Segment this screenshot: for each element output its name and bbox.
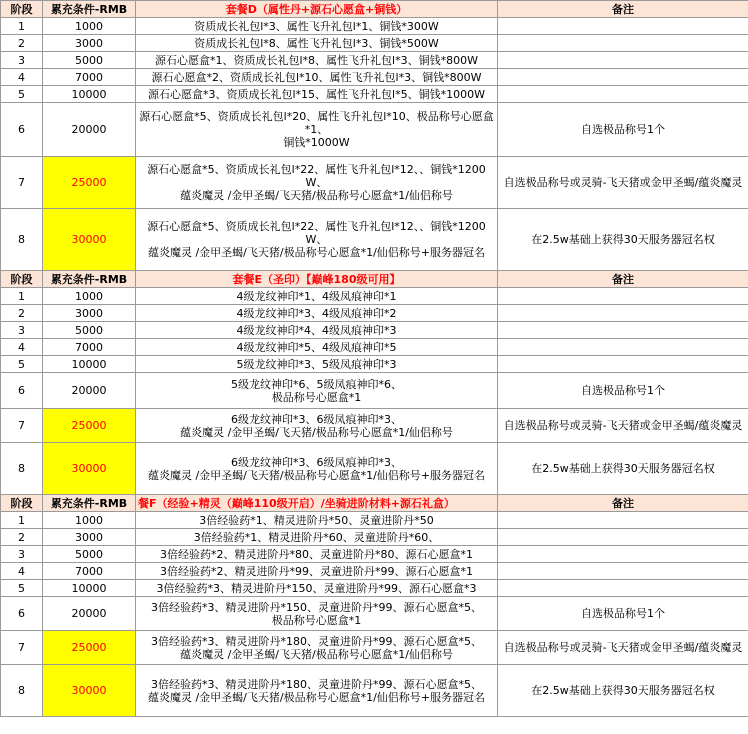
reward-content-cell: 4级龙纹神印*3、4级凤痕神印*2: [136, 305, 498, 322]
note-cell: [498, 305, 748, 322]
amount-cell: 25000: [43, 157, 136, 209]
package-title: 餐F（经验+精灵（巅峰110级开启）/坐骑进阶材料+源石礼盒）: [136, 495, 498, 512]
amount-cell: 30000: [43, 209, 136, 271]
note-cell: [498, 322, 748, 339]
note-cell: 自选极品称号或灵骑-飞天猪或金甲圣蝎/蕴炎魔灵: [498, 157, 748, 209]
reward-content-cell: 6级龙纹神印*3、6级凤痕神印*3、 蕴炎魔灵 /金甲圣蝎/飞天猪/极品称号心愿盒*1/仙侣称号: [136, 409, 498, 443]
reward-content-cell: 4级龙纹神印*1、4级凤痕神印*1: [136, 288, 498, 305]
stage-cell: 4: [1, 563, 43, 580]
package-title: 套餐E（圣印）【巅峰180级可用】: [136, 271, 498, 288]
section-header-row: [1, 1, 748, 18]
stage-cell: 3: [1, 52, 43, 69]
reward-content-cell: 源石心愿盒*5、资质成长礼包l*20、属性飞升礼包l*10、极品称号心愿盒*1、 铜钱*1000W: [136, 103, 498, 157]
stage-header: 阶段: [1, 1, 43, 18]
table-row: [1, 373, 748, 409]
reward-content-cell: 源石心愿盒*5、资质成长礼包l*22、属性飞升礼包l*12、、铜钱*1200W、 蕴炎魔灵 /金甲圣蝎/飞天猪/极品称号心愿盒*1/仙侣称号+服务器冠名: [136, 209, 498, 271]
amount-cell: 1000: [43, 18, 136, 35]
table-row: [1, 356, 748, 373]
reward-content-cell: 4级龙纹神印*5、4级凤痕神印*5: [136, 339, 498, 356]
table-row: [1, 322, 748, 339]
table-row: [1, 52, 748, 69]
note-cell: 自选极品称号或灵骑-飞天猪或金甲圣蝎/蕴炎魔灵: [498, 631, 748, 665]
stage-cell: 4: [1, 69, 43, 86]
amount-cell: 20000: [43, 103, 136, 157]
table-row: [1, 103, 748, 157]
amount-cell: 20000: [43, 373, 136, 409]
note-cell: 自选极品称号1个: [498, 597, 748, 631]
note-cell: [498, 339, 748, 356]
stage-cell: 6: [1, 373, 43, 409]
note-cell: [498, 512, 748, 529]
note-header: 备注: [498, 495, 748, 512]
amount-cell: 5000: [43, 546, 136, 563]
amount-cell: 7000: [43, 69, 136, 86]
note-cell: [498, 288, 748, 305]
stage-cell: 7: [1, 157, 43, 209]
reward-content-cell: 3倍经验药*3、精灵进阶丹*150、灵童进阶丹*99、源石心愿盒*3: [136, 580, 498, 597]
note-cell: [498, 356, 748, 373]
note-cell: [498, 52, 748, 69]
note-cell: 自选极品称号1个: [498, 373, 748, 409]
stage-cell: 1: [1, 18, 43, 35]
stage-cell: 5: [1, 580, 43, 597]
note-cell: 自选极品称号或灵骑-飞天猪或金甲圣蝎/蕴炎魔灵: [498, 409, 748, 443]
stage-cell: 7: [1, 631, 43, 665]
table-row: [1, 339, 748, 356]
amount-cell: 10000: [43, 86, 136, 103]
table-row: [1, 305, 748, 322]
stage-header: 阶段: [1, 271, 43, 288]
table-row: [1, 288, 748, 305]
reward-content-cell: 6级龙纹神印*3、6级凤痕神印*3、 蕴炎魔灵 /金甲圣蝎/飞天猪/极品称号心愿盒*1/仙侣称号+服务器冠名: [136, 443, 498, 495]
table-row: [1, 18, 748, 35]
amount-cell: 10000: [43, 580, 136, 597]
amount-cell: 3000: [43, 529, 136, 546]
reward-content-cell: 源石心愿盒*5、资质成长礼包l*22、属性飞升礼包l*12、、铜钱*1200W、 蕴炎魔灵 /金甲圣蝎/飞天猪/极品称号心愿盒*1/仙侣称号: [136, 157, 498, 209]
stage-cell: 8: [1, 443, 43, 495]
table-row: [1, 69, 748, 86]
stage-cell: 3: [1, 546, 43, 563]
condition-header: 累充条件-RMB: [43, 495, 136, 512]
note-cell: [498, 546, 748, 563]
table-row: [1, 157, 748, 209]
section-header-row: [1, 271, 748, 288]
note-header: 备注: [498, 1, 748, 18]
note-cell: 在2.5w基础上获得30天服务器冠名权: [498, 665, 748, 717]
amount-cell: 20000: [43, 597, 136, 631]
reward-content-cell: 3倍经验药*1、精灵进阶丹*50、灵童进阶丹*50: [136, 512, 498, 529]
note-header: 备注: [498, 271, 748, 288]
stage-cell: 2: [1, 305, 43, 322]
note-cell: 在2.5w基础上获得30天服务器冠名权: [498, 209, 748, 271]
amount-cell: 25000: [43, 409, 136, 443]
amount-cell: 25000: [43, 631, 136, 665]
note-cell: [498, 86, 748, 103]
stage-cell: 8: [1, 209, 43, 271]
reward-content-cell: 3倍经验药*1、精灵进阶丹*60、灵童进阶丹*60、: [136, 529, 498, 546]
stage-cell: 7: [1, 409, 43, 443]
stage-cell: 1: [1, 512, 43, 529]
condition-header: 累充条件-RMB: [43, 271, 136, 288]
reward-content-cell: 3倍经验药*2、精灵进阶丹*99、灵童进阶丹*99、源石心愿盒*1: [136, 563, 498, 580]
stage-cell: 2: [1, 35, 43, 52]
amount-cell: 3000: [43, 35, 136, 52]
reward-content-cell: 资质成长礼包l*8、属性飞升礼包l*3、铜钱*500W: [136, 35, 498, 52]
table-row: [1, 665, 748, 717]
stage-cell: 1: [1, 288, 43, 305]
table-row: [1, 443, 748, 495]
stage-cell: 3: [1, 322, 43, 339]
amount-cell: 5000: [43, 52, 136, 69]
stage-cell: 8: [1, 665, 43, 717]
table-row: [1, 546, 748, 563]
stage-cell: 5: [1, 356, 43, 373]
reward-content-cell: 3倍经验药*3、精灵进阶丹*180、灵童进阶丹*99、源石心愿盒*5、 蕴炎魔灵 /金甲圣蝎/飞天猪/极品称号心愿盒*1/仙侣称号+服务器冠名: [136, 665, 498, 717]
reward-content-cell: 4级龙纹神印*4、4级凤痕神印*3: [136, 322, 498, 339]
table-row: [1, 580, 748, 597]
reward-content-cell: 源石心愿盒*1、资质成长礼包l*8、属性飞升礼包l*3、铜钱*800W: [136, 52, 498, 69]
table-row: [1, 209, 748, 271]
note-cell: [498, 580, 748, 597]
amount-cell: 7000: [43, 339, 136, 356]
note-cell: [498, 69, 748, 86]
stage-cell: 5: [1, 86, 43, 103]
condition-header: 累充条件-RMB: [43, 1, 136, 18]
note-cell: 在2.5w基础上获得30天服务器冠名权: [498, 443, 748, 495]
amount-cell: 3000: [43, 305, 136, 322]
table-row: [1, 86, 748, 103]
reward-content-cell: 3倍经验药*3、精灵进阶丹*150、灵童进阶丹*99、源石心愿盒*5、 极品称号心愿盒*1: [136, 597, 498, 631]
stage-cell: 4: [1, 339, 43, 356]
reward-content-cell: 源石心愿盒*2、资质成长礼包l*10、属性飞升礼包l*3、铜钱*800W: [136, 69, 498, 86]
amount-cell: 7000: [43, 563, 136, 580]
table-row: [1, 529, 748, 546]
package-title: 套餐D（属性丹+源石心愿盒+铜钱）: [136, 1, 498, 18]
note-cell: [498, 563, 748, 580]
reward-content-cell: 资质成长礼包l*3、属性飞升礼包l*1、铜钱*300W: [136, 18, 498, 35]
note-cell: [498, 18, 748, 35]
table-row: [1, 563, 748, 580]
reward-content-cell: 5级龙纹神印*6、5级凤痕神印*6、 极品称号心愿盒*1: [136, 373, 498, 409]
stage-cell: 6: [1, 103, 43, 157]
stage-cell: 6: [1, 597, 43, 631]
stage-cell: 2: [1, 529, 43, 546]
table-row: [1, 35, 748, 52]
table-row: [1, 512, 748, 529]
amount-cell: 5000: [43, 322, 136, 339]
section-header-row: [1, 495, 748, 512]
amount-cell: 30000: [43, 443, 136, 495]
amount-cell: 10000: [43, 356, 136, 373]
reward-content-cell: 3倍经验药*2、精灵进阶丹*80、灵童进阶丹*80、源石心愿盒*1: [136, 546, 498, 563]
note-cell: [498, 35, 748, 52]
note-cell: [498, 529, 748, 546]
stage-header: 阶段: [1, 495, 43, 512]
amount-cell: 30000: [43, 665, 136, 717]
reward-content-cell: 3倍经验药*3、精灵进阶丹*180、灵童进阶丹*99、源石心愿盒*5、 蕴炎魔灵 /金甲圣蝎/飞天猪/极品称号心愿盒*1/仙侣称号: [136, 631, 498, 665]
table-row: [1, 409, 748, 443]
reward-content-cell: 源石心愿盒*3、资质成长礼包l*15、属性飞升礼包l*5、铜钱*1000W: [136, 86, 498, 103]
table-row: [1, 597, 748, 631]
amount-cell: 1000: [43, 512, 136, 529]
table-row: [1, 631, 748, 665]
reward-content-cell: 5级龙纹神印*3、5级凤痕神印*3: [136, 356, 498, 373]
amount-cell: 1000: [43, 288, 136, 305]
note-cell: 自选极品称号1个: [498, 103, 748, 157]
